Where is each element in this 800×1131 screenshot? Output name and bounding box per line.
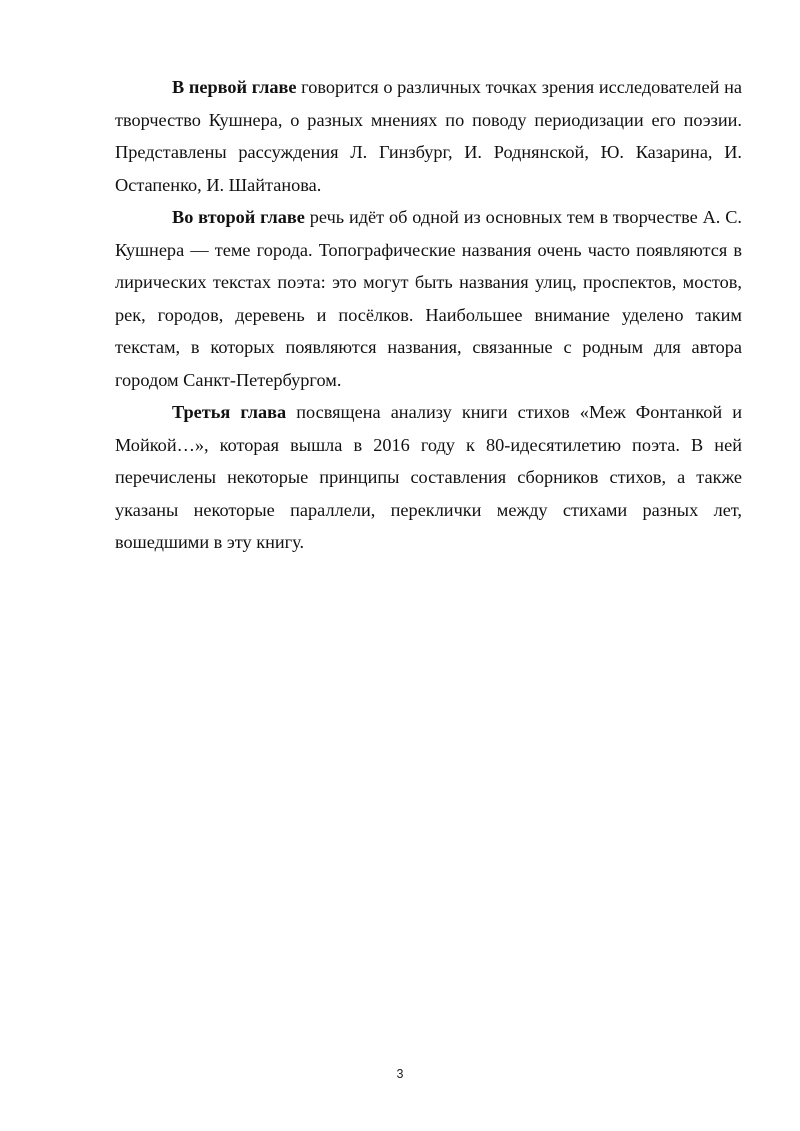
paragraph-lead: Третья глава	[172, 402, 287, 422]
paragraph-text: речь идёт об одной из основных тем в творчестве А. С. Кушнера — теме города. Топографические названия очень часто появляются в лирических текстах поэта: это могут быть названия улиц, проспектов, мостов, рек, городов, деревень и посёлков. Наибольшее внимание уделено таким текстам, в которых появляются названия, связанные с родным для автора городом Санкт-Петербургом.	[115, 207, 742, 390]
paragraph-text: говорится о различных точках зрения исследователей на творчество Кушнера, о разных мнениях по поводу периодизации его поэзии. Представлены рассуждения Л. Гинзбург, И. Роднянской, Ю. Казарина, И. Остапенко, И. Шайтанова.	[115, 77, 742, 195]
body-text	[115, 71, 742, 559]
paragraph-chapter-three	[115, 396, 742, 559]
paragraph-chapter-two	[115, 201, 742, 396]
paragraph-lead: В первой главе	[172, 77, 297, 97]
page-number: 3	[396, 1067, 404, 1081]
paragraph-lead: Во второй главе	[172, 207, 305, 227]
paragraph-chapter-one	[115, 71, 742, 201]
paragraph-text: посвящена анализу книги стихов «Меж Фонтанкой и Мойкой…», которая вышла в 2016 году к 80-идесятилетию поэта. В ней перечислены некоторые принципы составления сборников стихов, а также указаны некоторые параллели, переклички между стихами разных лет, вошедшими в эту книгу.	[115, 402, 742, 552]
